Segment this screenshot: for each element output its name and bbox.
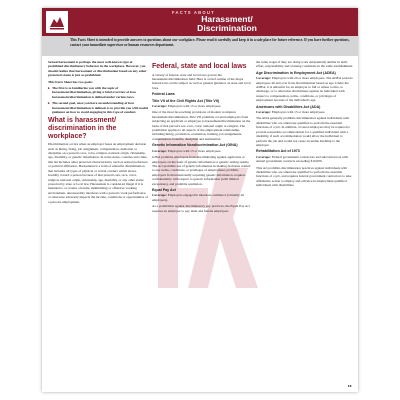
col3-rehab-coverage: [256, 155, 354, 164]
title-line-2: Discrimination: [197, 23, 257, 33]
col3-ada-heading: Americans with Disabilities Act (ADA): [256, 104, 321, 109]
fact-sheet-page: [42, 8, 358, 392]
col3-rehab-heading: Rehabilitation Act of 1973: [256, 149, 300, 154]
col1-intro-paragraph: Sexual harassment is perhaps the most well-known type of prohibited discriminatory behavior in the workplace. However, you should realize that harassment or discrimination based on any other protected status is just as prohibited.: [48, 60, 147, 78]
col2-federal-laws-heading: Federal Laws: [152, 92, 175, 97]
col2-gina-heading: Genetic Information Nondiscrimination Act (GINA): [152, 143, 238, 148]
coverage-label: Coverage:: [256, 110, 271, 115]
page-title: [137, 15, 317, 33]
col2-title-vii-coverage: [152, 104, 252, 108]
coverage-label: Coverage:: [256, 76, 271, 81]
coverage-text: Employers with 15 or more employees.: [167, 148, 222, 153]
column-2: [152, 60, 252, 215]
col3-adea-coverage: [256, 76, 354, 102]
col2-heading: Federal, state and local laws: [152, 63, 247, 70]
next-page-arrow-icon[interactable]: ▸▸: [347, 383, 352, 388]
coverage-label: Coverage:: [152, 193, 167, 198]
coverage-text: Employers with 20 or more employees. The ADEA protects employees 40 and over from discrimination based on age. Under the ADEA, it is unlawful for an employer to fail or refuse to hire, to discharge, or to otherwise discriminate against an individual with respect to compensation, terms, conditions, or privileges of employment because of the individual's age.: [256, 76, 353, 103]
coverage-text: Employers engaged in interstate commerce (virtually all employers).: [152, 193, 244, 202]
col1-definition-paragraph: Discrimination occurs when an employer bases an employment decision such as hiring, firing, job assignment, compensation, demotion or discipline on a person's race, color, religion, national origin, citizenship, age, disability, or genetic information. In some states, counties and cities, this list includes other protected characteristics, such as sexual preference or political affiliation. Harassment is a form of unlawful discrimination that includes all types of physical or verbal conduct which shows hostility toward a person because of that person's sex, race, color, religion, national origin, citizenship, age, disability, or any other status protected by state or local law. Harassment is considered illegal if it is intended to or creates a hostile, intimidating or offensive working environment, unreasonably interferes with a person's work performance, or otherwise adversely impacts the income, conditions or opportunities of a person's employment.: [48, 142, 148, 204]
col1-bullet-2: ▸ The second goal, once you have an understanding of how harassment/discrimination is defined, is to provide you with useful guidance on how to avoid engaging in this type of conduct.: [52, 101, 148, 114]
coverage-label: Coverage:: [152, 148, 167, 153]
brand-logo-icon: [46, 11, 68, 33]
header-banner: [42, 8, 358, 36]
col3-rehab-paragraph: This Act prohibits discrimination practices against individuals with disabilities who are otherwise qualified to perform the essential functions of a job, and requires federal government contractors to take affirmative action to employ and advance in employment qualified individuals with disabilities.: [256, 165, 352, 188]
col2-title-vii-paragraph: One of the most far-reaching provisions of modern workplace harassment/discrimination, Title VII prohibits covered employers from subjecting an applicant or employee to harassment/discrimination on the basis of that person's sex, race, color, national origin or religion. The prohibition applies to all aspects of the employment relationship, including hiring, promotion, evaluation, training, job assignments, compensation, benefits, discipline and termination.: [152, 110, 251, 141]
intro-text: This Facts Sheet is intended to provide answers to questions about our workplace. Please read it carefully and keep it in a safe place for future reference. If you have further questions, contact your immediate supervisor or human resources department.: [70, 38, 350, 47]
col2-gina-paragraph: GINA prohibits employers from discriminating against applicants or employees on the basis of genetic information or genetic testing results. The Act prohibits use of genetic information in making decisions related to any terms, conditions, or privileges of employment, prohibits employers from intentionally acquiring genetic information, requires confidentiality with respect to genetic information (with limited exceptions), and prohibits retaliation.: [152, 155, 251, 186]
col2-intro-paragraph: A variety of federal, state and local laws govern the harassment/discrimination field. Here is a brief outline of the major federal laws on the subject as well as general guidance on state and local laws.: [152, 72, 251, 90]
coverage-text: Employers with 15 or more employees.: [271, 110, 326, 115]
coverage-label: Coverage:: [152, 104, 167, 109]
coverage-text: Employers with 15 or more employees.: [167, 104, 222, 109]
facts-about-label: FACTS ABOUT: [172, 10, 215, 15]
col3-continued-paragraph: the same wages if they are doing work substantially similar in skill, effort, responsibility and working conditions in the same establishment.: [256, 60, 354, 69]
col1-bullet-1: ▸ The first is to familiarize you with the topic of harassment/discrimination, giving a brief overview of how harassment/discrimination is defined under various laws.: [52, 86, 148, 99]
col2-title-vii-heading: Title VII of the Civil Rights Act (Title VII): [152, 98, 220, 103]
col3-ada-coverage: [256, 110, 354, 114]
col3-ada-paragraph: The ADA generally prohibits discrimination against individuals with disabilities who are otherwise qualified to perform the essential functions of a job. In addition, covered employers may be required to provide reasonable accommodation for a qualified individual with a disability, if such accommodation would allow the individual to perform the job and would not cause an undue hardship to the employer.: [256, 116, 351, 147]
col2-equal-pay-heading: Equal Pay Act: [152, 187, 176, 192]
intro-box: [42, 36, 358, 56]
col2-gina-coverage: [152, 149, 252, 153]
col2-equal-pay-coverage: [152, 193, 252, 202]
column-1: [48, 60, 148, 206]
column-3: [256, 60, 354, 190]
col1-heading: What is harassment/ discrimination in the workplace?: [48, 117, 117, 140]
col2-equal-pay-paragraph: As a prohibition against discriminatory pay practices, the Equal Pay Act requires an employer to pay male and female employees: [152, 204, 250, 213]
title-line-1: Harassment/: [201, 14, 253, 24]
coverage-text: Federal government contractors and subcontractors with annual government contracts exceeding $10,000.: [256, 154, 349, 164]
col3-adea-heading: Age Discrimination in Employment Act (ADEA): [256, 70, 336, 75]
coverage-label: Coverage:: [256, 154, 271, 159]
col1-goals-lead: This Facts Sheet has two goals:: [48, 79, 93, 84]
